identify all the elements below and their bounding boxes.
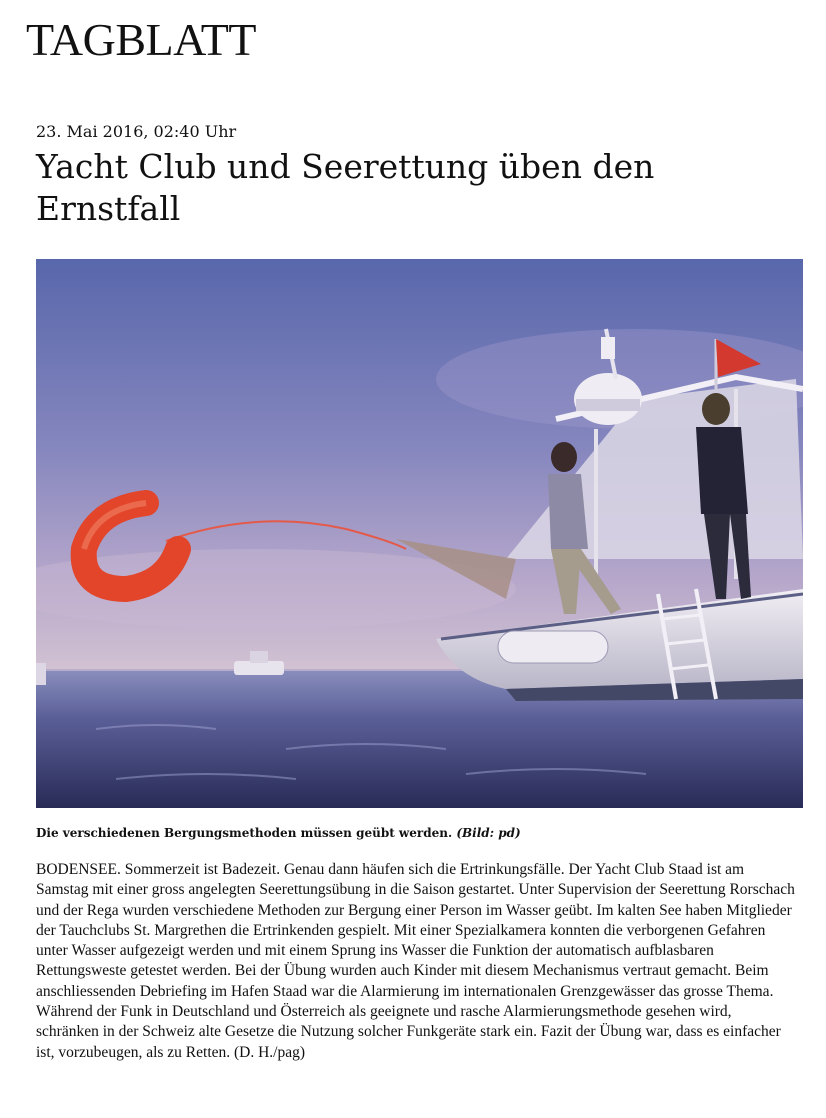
article-photo — [36, 259, 803, 808]
masthead-logo[interactable]: TAGBLATT — [26, 14, 256, 65]
article-title: Yacht Club und Seerettung üben den Ernstfall — [36, 147, 655, 228]
image-credit: (Bild: pd) — [456, 826, 521, 840]
image-caption-text: Die verschiedenen Bergungsmethoden müssen geübt werden. — [36, 826, 453, 840]
article-date: 23. Mai 2016, 02:40 Uhr — [36, 122, 237, 141]
image-caption — [36, 825, 521, 841]
article-body: BODENSEE. Sommerzeit ist Badezeit. Genau dann häufen sich die Ertrinkungsfälle. Der Yacht Club Staad ist am Samstag mit einer gross angelegten Seerettungsübung in die Saison gestartet. Unter Supervision der Seerettung Rorschach und der Rega wurden verschiedene Methoden zur Bergung einer Person im Wasser geübt. Im kalten See haben Mitglieder der Tauchclubs St. Margrethen die Ertrinkenden gespielt. Mit einer Spezialkamera konnten die verborgenen Gefahren unter Wasser aufgezeigt werden und mit einem Sprung ins Wasser die Funktion der automatisch aufblasbaren Rettungsweste getestet werden. Bei der Übung wurden auch Kinder mit diesem Mechanismus vertraut gemacht. Beim anschliessenden Debriefing im Hafen Staad war die Alarmierung im internationalen Grenzgewässer das grosse Thema. Während der Funk in Deutschland und Österreich als geeignete und rasche Alarmierungsmethode gesehen wird, schränken in der Schweiz alte Gesetze die Nutzung solcher Funkgeräte stark ein. Fazit der Übung war, dass es einfacher ist, vorzubeugen, als zu Retten. (D. H./pag) — [36, 861, 795, 1061]
